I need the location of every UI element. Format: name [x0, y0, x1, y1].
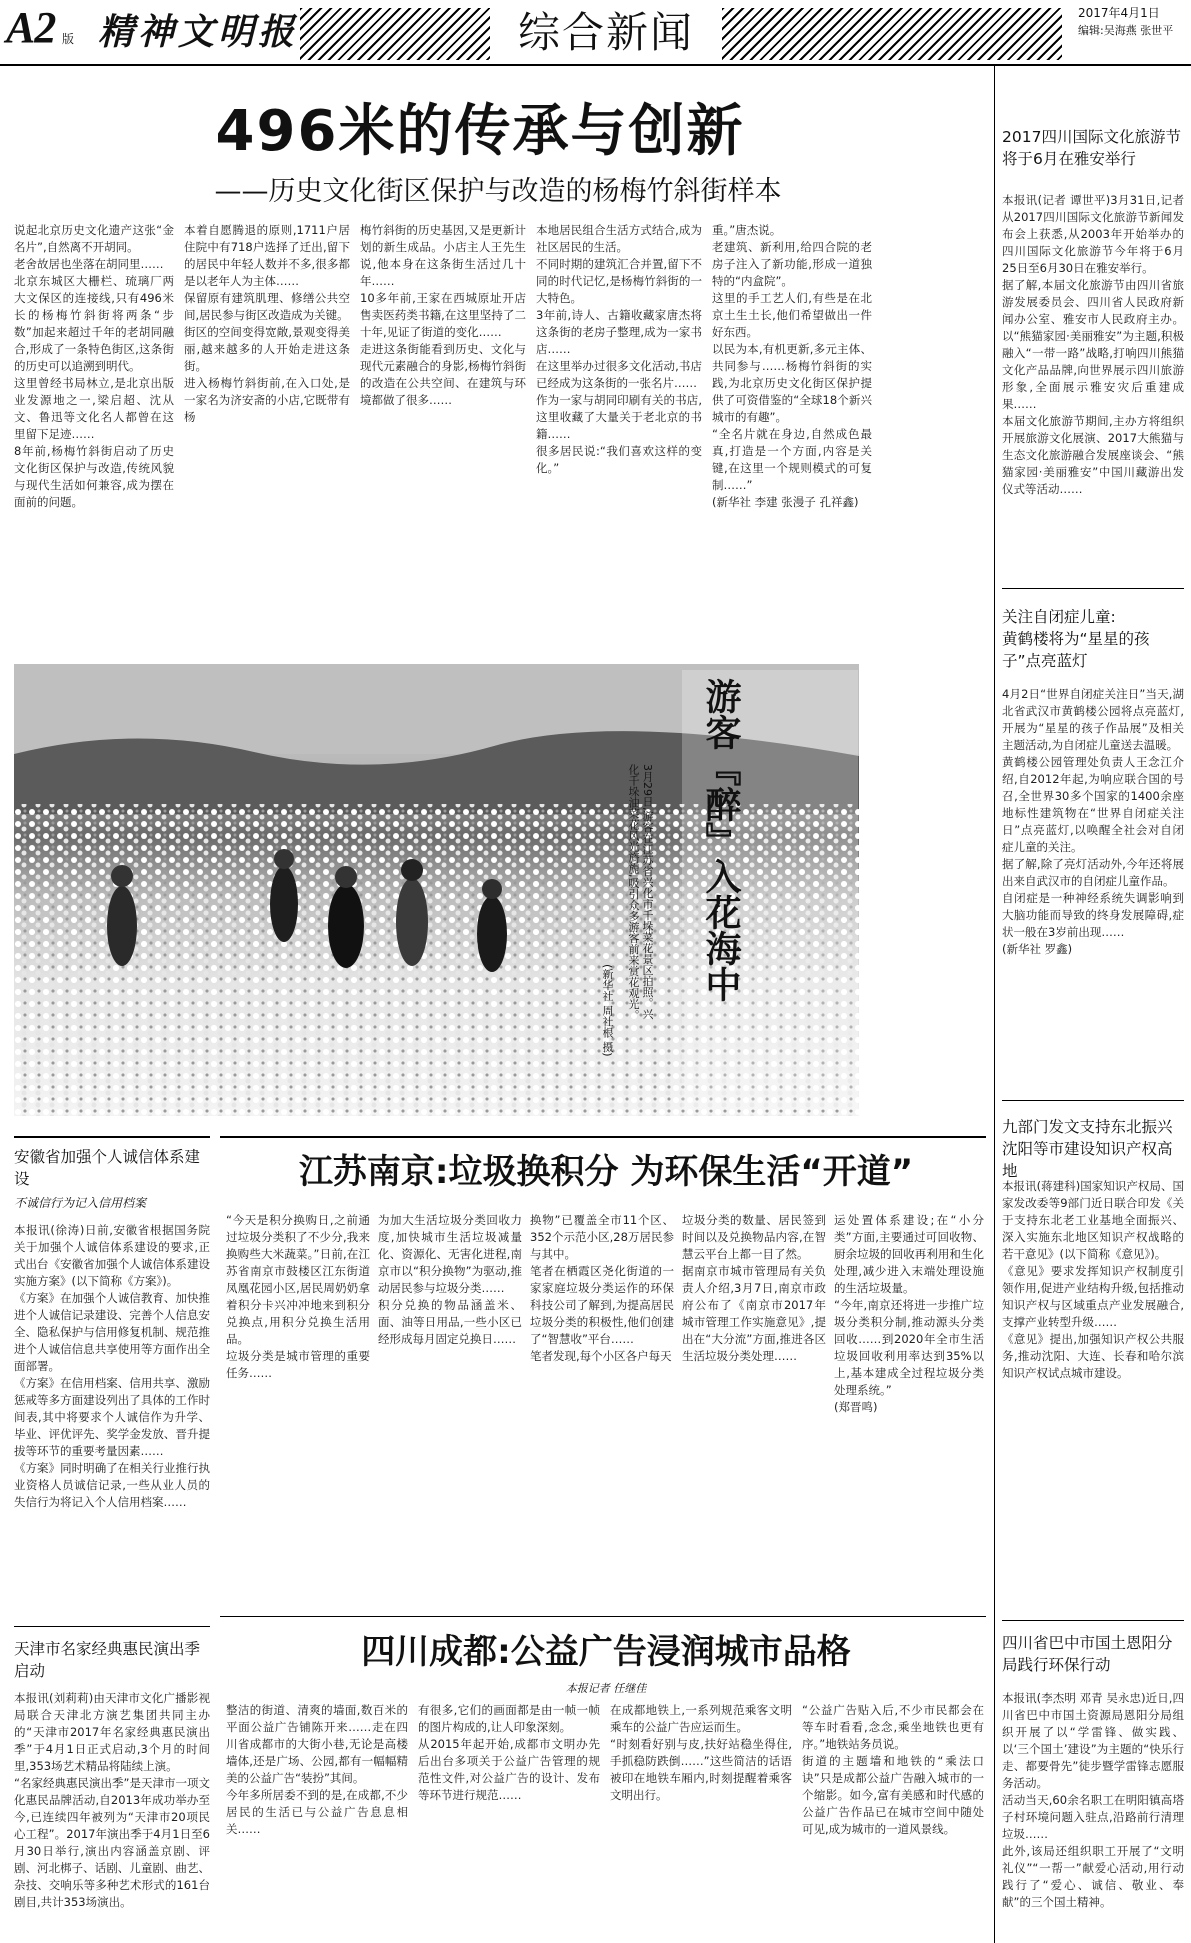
lead-column-5: 重。”唐杰说。 老建筑、新利用,给四合院的老房子注入了新功能,形成一道独特的“内盒院”。 这里的手工艺人们,有些是在北京土生土长,他们希望做出一件好东西。 以民为本,有机更新,多元主体、共同参与……杨梅竹斜街的实践,为北京历史文化街区保护提供了可资借鉴的“全球18个新兴城市的有趣”。 “全名片就在身边,自然成色最真,打造是一个方面,内容是关键,在这里一个规则模式的可复制……” (新华社 李建 张漫子 孔祥鑫)	[712, 223, 872, 509]
story-3-byline: 本报记者 任继佳	[565, 1682, 647, 1695]
story-3-column-2: 有很多,它们的画面都是由一帧一帧的图片构成的,让人印象深刻。 从2015年起开始,成都市文明办先后出台多项关于公益广告管理的规范性文件,对公益广告的设计、发布等环节进行规范……	[418, 1703, 600, 1802]
right-article-2-kicker: 关注自闭症儿童:	[1002, 608, 1116, 626]
left-divider-1	[14, 1136, 210, 1138]
left-article-1-title: 安徽省加强个人诚信体系建设	[14, 1148, 201, 1188]
lead-column-3: 梅竹斜街的历史基因,又是更新计划的新生成品。小店主人王先生说,他本身在这条街生活过几十年…… 10多年前,王家在西城原址开店售卖医药类书籍,在这里坚持了二十年,见证了街道的变化…… 走进这条街能看到历史、文化与现代元素融合的身影,杨梅竹斜街的改造在公共空间、在建筑与环境都做了很多……	[360, 223, 526, 407]
lead-column-2: 本着自愿腾退的原则,1711户居住院中有718户选择了迁出,留下的居民中年轻人数并不多,很多都是以老年人为主体…… 保留原有建筑肌理、修缮公共空间,居民参与街区改造成为关键。 街区的空间变得宽敞,景观变得美丽,越来越多的人开始走进这条街。 进入杨梅竹斜街前,在入口处,是一家名为济安斋的小店,它既带有杨	[184, 223, 350, 424]
story-3-column-4: “公益广告贴入后,不少市民都会在等车时看看,念念,乘坐地铁也更有序。”地铁站务员说。 街道的主题墙和地铁的“乘法口诀”只是成都公益广告融入城市的一个缩影。如今,富有美感和时代感的公益广告作品已在城市空间中随处可见,成为城市的一道风景线。	[802, 1703, 984, 1836]
photo-credit: (新华社 周社根 摄)	[601, 964, 614, 1057]
left-article-1-body: 本报讯(徐涛)日前,安徽省根据国务院关于加强个人诚信体系建设的要求,正式出台《安徽省加强个人诚信体系建设实施方案》(以下简称《方案》)。 《方案》在加强个人诚信教育、加快推进个人诚信记录建设、完善个人信息安全、隐私保护与信用修复机制、规范推进个人诚信信息共享使用等方面作出全面部署。 《方案》在信用档案、信用共享、激励惩戒等多方面建设列出了具体的工作时间表,其中将要求个人诚信作为升学、毕业、评优评先、奖学金发放、晋升提拔等环节的重要考量因素…… 《方案》同时明确了在相关行业推行执业资格人员诚信记录,一些从业人员的失信行为将记入个人信用档案……	[14, 1223, 210, 1509]
section-title: 综合新闻	[490, 4, 722, 62]
right-article-1-title: 2017四川国际文化旅游节将于6月在雅安举行	[1002, 128, 1181, 168]
right-article-1-body: 本报讯(记者 谭世平)3月31日,记者从2017四川国际文化旅游节新闻发布会上获悉,从2003年开始举办的四川国际文化旅游节今年将于6月25日至6月30日在雅安举行。 据了解,本届文化旅游节由四川省旅游发展委员会、四川省人民政府新闻办公室、雅安市人民政府主办。以“熊猫家园·美丽雅安”为主题,积极融入“一带一路”战略,打响四川熊猫文化产品品牌,向世界展示四川旅游形象,全面展示雅安灾后重建成果…… 本届文化旅游节期间,主办方将组织开展旅游文化展演、2017大熊猫与生态文化旅游融合发展座谈会、“熊猫家园·美丽雅安”中国川藏游出发仪式等活动……	[1002, 193, 1184, 496]
left-article-2-title: 天津市名家经典惠民演出季启动	[14, 1640, 201, 1680]
story-2-headline: 江苏南京:垃圾换积分 为环保生活“开道”	[298, 1152, 914, 1192]
right-article-2-title: 黄鹤楼将为“星星的孩子”点亮蓝灯	[1002, 630, 1150, 670]
right-article-3-body: 本报讯(蒋建科)国家知识产权局、国家发改委等9部门近日联合印发《关于支持东北老工业基地全面振兴、深入实施东北地区知识产权战略的若干意见》(以下简称《意见》)。 《意见》要求发挥知识产权制度引领作用,促进产业结构升级,包括推动知识产权与区域重点产业发展融合,支撑产业转型升级…… 《意见》提出,加强知识产权公共服务,推动沈阳、大连、长春和哈尔滨知识产权试点城市建设。	[1002, 1179, 1184, 1380]
right-article-2-body: 4月2日“世界自闭症关注日”当天,湖北省武汉市黄鹤楼公园将点亮蓝灯,开展为“星星的孩子作品展”及相关主题活动,为自闭症儿童送去温暖。 黄鹤楼公园管理处负责人王念江介绍,自2012年起,为响应联合国的号召,全世界30多个国家的1400余座地标性建筑物在“世界自闭症关注日”点亮蓝灯,以唤醒全社会对自闭症儿童的关注。 据了解,除了亮灯活动外,今年还将展出来自武汉市的自闭症儿童作品。 自闭症是一种神经系统失调影响到大脑功能而导致的终身发展障碍,症状一般在3岁前出现…… (新华社 罗鑫)	[1002, 687, 1184, 956]
right-divider-2	[1002, 1100, 1184, 1101]
news-photo	[14, 664, 859, 1116]
lead-headline: 496米的传承与创新	[215, 99, 745, 164]
masthead-stripe-right	[722, 8, 1062, 60]
right-article-4-body: 本报讯(李杰明 邓青 吴永忠)近日,四川省巴中市国土资源局恩阳分局组织开展了以“学雷锋、做实践、以‘三个国土’建设”为主题的“快乐行走、都要骨先”徒步暨学雷锋志愿服务活动。 活动当天,60余名职工在明阳镇高塔子村环境问题入驻点,沿路前行清理垃圾…… 此外,该局还组织职工开展了“文明礼仪”“一帮一”献爱心活动,用行动践行了“爱心、诚信、敬业、奉献”的三个国土精神。	[1002, 1691, 1184, 1909]
story-2-column-3: 换物”已覆盖全市11个区、352个示范小区,28万居民参与其中。 笔者在栖霞区尧化街道的一家家庭垃圾分类运作的环保科技公司了解到,为提高居民垃圾分类的积极性,他们创建了“智慧收”平台…… 笔者发现,每个小区各户每天	[530, 1213, 674, 1363]
story-3-headline: 四川成都:公益广告浸润城市品格	[361, 1632, 851, 1672]
story-2-column-4: 垃圾分类的数量、居民签到时间以及兑换物品内容,在智慧云平台上都一目了然。 据南京市城市管理局有关负责人介绍,3月7日,南京市政府公布了《南京市2017年城市管理工作实施意见》,提出在“大分流”方面,推进各区生活垃圾分类处理……	[682, 1213, 826, 1363]
left-article-1-subtitle: 不诚信行为记入信用档案	[14, 1196, 147, 1210]
photo-vertical-title: 游客『醉』入花海中	[700, 678, 741, 1002]
lead-subheadline: ——历史文化街区保护与改造的杨梅竹斜街样本	[214, 176, 782, 207]
left-article-2-body: 本报讯(刘莉莉)由天津市文化广播影视局联合天津北方演艺集团共同主办的“天津市2017年名家经典惠民演出季”于4月1日正式启动,3个月的时间里,353场艺术精品将陆续上演。 “名家经典惠民演出季”是天津市一项文化惠民品牌活动,自2013年成功举办至今,已连续四年被列为“天津市20项民心工程”。2017年演出季于4月1日至6月30日举行,演出内容涵盖京剧、评剧、河北梆子、话剧、儿童剧、曲艺、杂技、交响乐等多种艺术形式的161台剧目,共计353场演出。	[14, 1691, 210, 1909]
right-divider-1	[1002, 588, 1184, 589]
issue-date: 2017年4月1日	[1078, 6, 1160, 20]
editor-credit: 编辑:吴海燕 张世平	[1078, 24, 1174, 37]
lead-column-4: 本地居民组合生活方式结合,成为社区居民的生活。 不同时期的建筑汇合并置,留下不同的时代记忆,是杨梅竹斜街的一大特色。 3年前,诗人、古籍收藏家唐杰将这条街的老房子整理,成为一家书店…… 在这里举办过很多文化活动,书店已经成为这条街的一张名片…… 作为一家与胡同印刷有关的书店,这里收藏了大量关于老北京的书籍…… 很多居民说:“我们喜欢这样的变化。”	[536, 223, 702, 475]
story-3-column-1: 整洁的街道、清爽的墙面,数百米的平面公益广告铺陈开来……走在四川省成都市的大街小巷,无论是高楼墙体,还是广场、公园,都有一幅幅精美的公益广告“装扮”其间。 今年多所居委不到的是,在成都,不少居民的生活已与公益广告息息相关……	[226, 1703, 408, 1836]
story-2-column-1: “今天是积分换购日,之前通过垃圾分类积了不少分,我来换购些大米蔬菜。”日前,在江苏省南京市鼓楼区江东街道凤凰花园小区,居民周奶奶拿着积分卡兴冲冲地来到积分兑换点,用积分兑换生活用品。 垃圾分类是城市管理的重要任务……	[226, 1213, 370, 1380]
right-article-4-title: 四川省巴中市国土恩阳分局践行环保行动	[1002, 1634, 1173, 1674]
story-2-column-5: 运处置体系建设;在“小分类”方面,主要通过可回收物、厨余垃圾的回收再利用和生化处理,减少进入末端处理设施的生活垃圾量。 “今年,南京还将进一步推广垃圾分类积分制,推动源头分类回收……到2020年全市生活垃圾回收利用率达到35%以上,基本建成全过程垃圾分类处理系统。” (郑晋鸣)	[834, 1213, 984, 1414]
page-number-suffix: 版	[62, 32, 75, 46]
page-number: A2	[6, 3, 56, 52]
paper-name: 精神文明报	[98, 11, 299, 53]
left-divider-2	[14, 1626, 210, 1627]
masthead	[0, 0, 1191, 66]
story-3-column-3: 在成都地铁上,一系列规范乘客文明乘车的公益广告应运而生。 “时刻看好别与皮,扶好站稳坐得住,手抓稳防跌倒……”这些简洁的话语被印在地铁车厢内,时刻提醒着乘客文明出行。	[610, 1703, 792, 1802]
story-2-rule	[220, 1136, 986, 1138]
right-article-3-title: 九部门发文支持东北振兴沈阳等市建设知识产权高地	[1002, 1118, 1173, 1180]
story-2-column-2: 为加大生活垃圾分类回收力度,加快城市生活垃圾减量化、资源化、无害化进程,南京市以“积分换物”为驱动,推动居民参与垃圾分类…… 积分兑换的物品涵盖米、面、油等日用品,一些小区已经形成每月固定兑换日……	[378, 1213, 522, 1346]
right-divider-3	[1002, 1620, 1184, 1621]
lead-column-1: 说起北京历史文化遗产这张“金名片”,自然离不开胡同。 老舍故居也坐落在胡同里…… 北京东城区大栅栏、琉璃厂两大文保区的连接线,只有496米长的杨梅竹斜街将两条“步数”加起来超过千年的老胡同融合,形成了一条特色街区,这条街的历史可以追溯到明代。 这里曾经书局林立,是北京出版业发源地之一,梁启超、沈从文、鲁迅等文化名人都曾在这里留下足迹…… 8年前,杨梅竹斜街启动了历史文化街区保护与改造,传统风貌与现代生活如何兼容,成为摆在面前的问题。	[14, 223, 174, 509]
column-rule	[994, 66, 995, 1943]
masthead-stripe	[300, 8, 490, 60]
masthead-rule	[0, 64, 1191, 66]
story-3-rule	[220, 1616, 986, 1617]
photo-caption: 3月29日,游客在江苏省兴化市千垛菜花景区拍照。兴化千垛油菜花风光旖旎,吸引众多游客前来赏花观光。	[627, 764, 654, 1021]
